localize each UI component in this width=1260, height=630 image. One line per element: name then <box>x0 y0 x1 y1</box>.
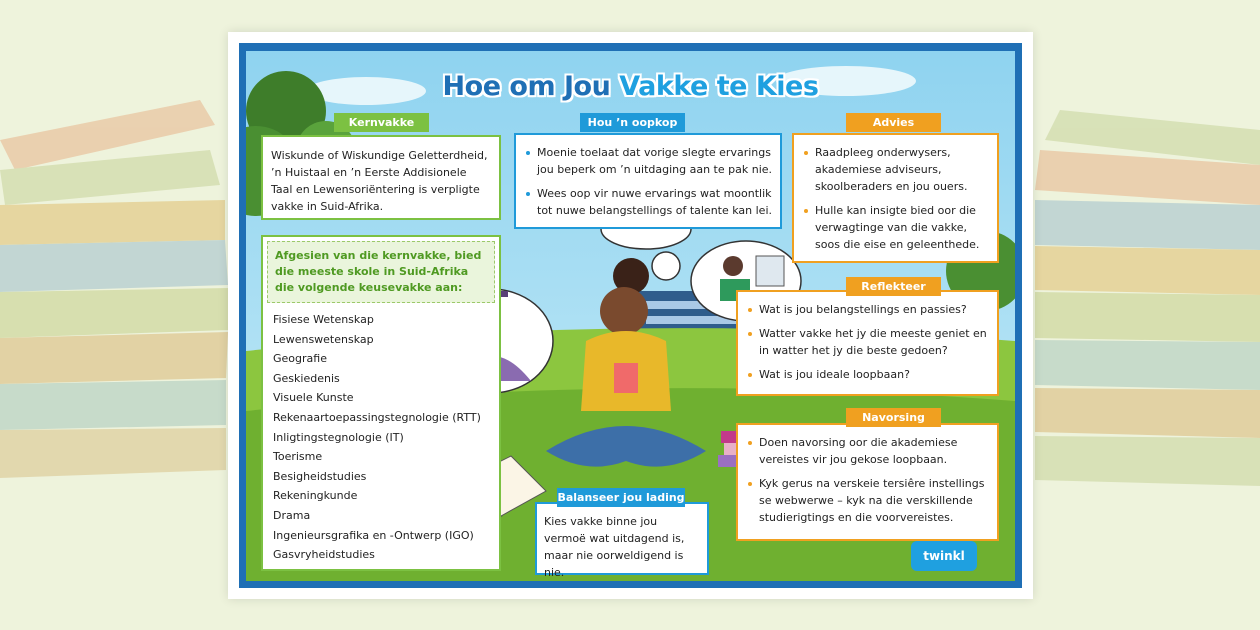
balanseer-text: Kies vakke binne jou vermoë wat uitdagend is, maar nie oorweldigend is nie. <box>544 515 685 579</box>
navorsing-item: Doen navorsing oor die akademiese vereistes vir jou gekose loopbaan. <box>746 434 989 468</box>
keusevak-item: Fisiese Wetenskap <box>273 313 374 326</box>
reflekteer-heading: Reflekteer <box>846 277 941 296</box>
balanseer-box <box>535 502 709 579</box>
poster-title <box>246 71 1015 102</box>
poster-title-part1: Hoe om Jou <box>442 71 620 102</box>
keusevak-item: Ingenieursgrafika en -Ontwerp (IGO) <box>273 528 474 542</box>
reflekteer-item: Wat is jou ideale loopbaan? <box>746 366 989 383</box>
balanseer-heading: Balanseer jou lading <box>557 488 685 507</box>
poster-title-part2: Vakke te Kies <box>619 71 819 102</box>
navorsing-heading: Navorsing <box>846 408 941 427</box>
navorsing-item: Kyk gerus na verskeie tersiêre instellings se webwerwe – kyk na die verskillende studierigtings en die voorvereistes. <box>746 475 989 526</box>
navorsing-list <box>746 434 989 526</box>
poster-scene <box>246 51 1015 581</box>
keusevakke-intro: Afgesien van die kernvakke, bied die meeste skole in Suid-Afrika die volgende keusevakke aan: <box>267 241 495 303</box>
keusevak-item: Toerisme <box>273 450 323 464</box>
keusevak-item: Drama <box>273 508 311 522</box>
reflekteer-item: Watter vakke het jy die meeste geniet en in watter het jy die beste gedoen? <box>746 325 989 359</box>
keusevak-item: Geografie <box>273 352 327 366</box>
twinkl-logo <box>911 541 977 571</box>
hou-oopkop-item: Wees oop vir nuwe ervarings wat moontlik tot nuwe belangstellings of talente kan lei. <box>524 185 772 219</box>
keusevak-item: Besigheidstudies <box>273 469 367 483</box>
advies-item: Hulle kan insigte bied oor die verwagtinge van die vakke, soos die eise en geleenthede. <box>802 202 989 253</box>
advies-item: Raadpleeg onderwysers, akademiese adviseurs, skoolberaders en jou ouers. <box>802 144 989 195</box>
keusevak-item: Rekeningkunde <box>273 489 358 503</box>
keusevakke-subject-list <box>263 307 499 570</box>
poster-frame <box>239 43 1022 588</box>
keusevak-item: Gasvryheidstudies <box>273 548 375 562</box>
hou-oopkop-box <box>514 133 782 229</box>
keusevak-item: Visuele Kunste <box>273 391 354 405</box>
reflekteer-item: Wat is jou belangstellings en passies? <box>746 301 989 318</box>
kernvakke-heading: Kernvakke <box>334 113 429 132</box>
advies-list <box>802 144 989 253</box>
keusevak-item: Inligtingstegnologie (IT) <box>273 430 404 444</box>
keusevak-item: Geskiedenis <box>273 371 340 385</box>
twinkl-logo-text: twinkl <box>923 549 965 563</box>
navorsing-box <box>736 423 999 541</box>
advies-heading: Advies <box>846 113 941 132</box>
hou-oopkop-item: Moenie toelaat dat vorige slegte ervarings jou beperk om ’n uitdaging aan te pak nie. <box>524 144 772 178</box>
reflekteer-list <box>746 301 989 383</box>
kernvakke-box <box>261 135 501 220</box>
poster <box>228 32 1033 599</box>
keusevak-item: Lewenswetenskap <box>273 332 374 346</box>
hou-oopkop-heading: Hou ’n oopkop <box>580 113 685 132</box>
advies-box <box>792 133 999 263</box>
keusevak-item: Rekenaartoepassingstegnologie (RTT) <box>273 410 481 424</box>
hou-oopkop-list <box>524 144 772 219</box>
keusevakke-box <box>261 235 501 571</box>
kernvakke-text: Wiskunde of Wiskundige Geletterdheid, ’n Huistaal en ’n Eerste Addisionele Taal en Lewensoriëntering is verpligte vakke in Suid-Afrika. <box>271 149 488 213</box>
reflekteer-box <box>736 290 999 396</box>
